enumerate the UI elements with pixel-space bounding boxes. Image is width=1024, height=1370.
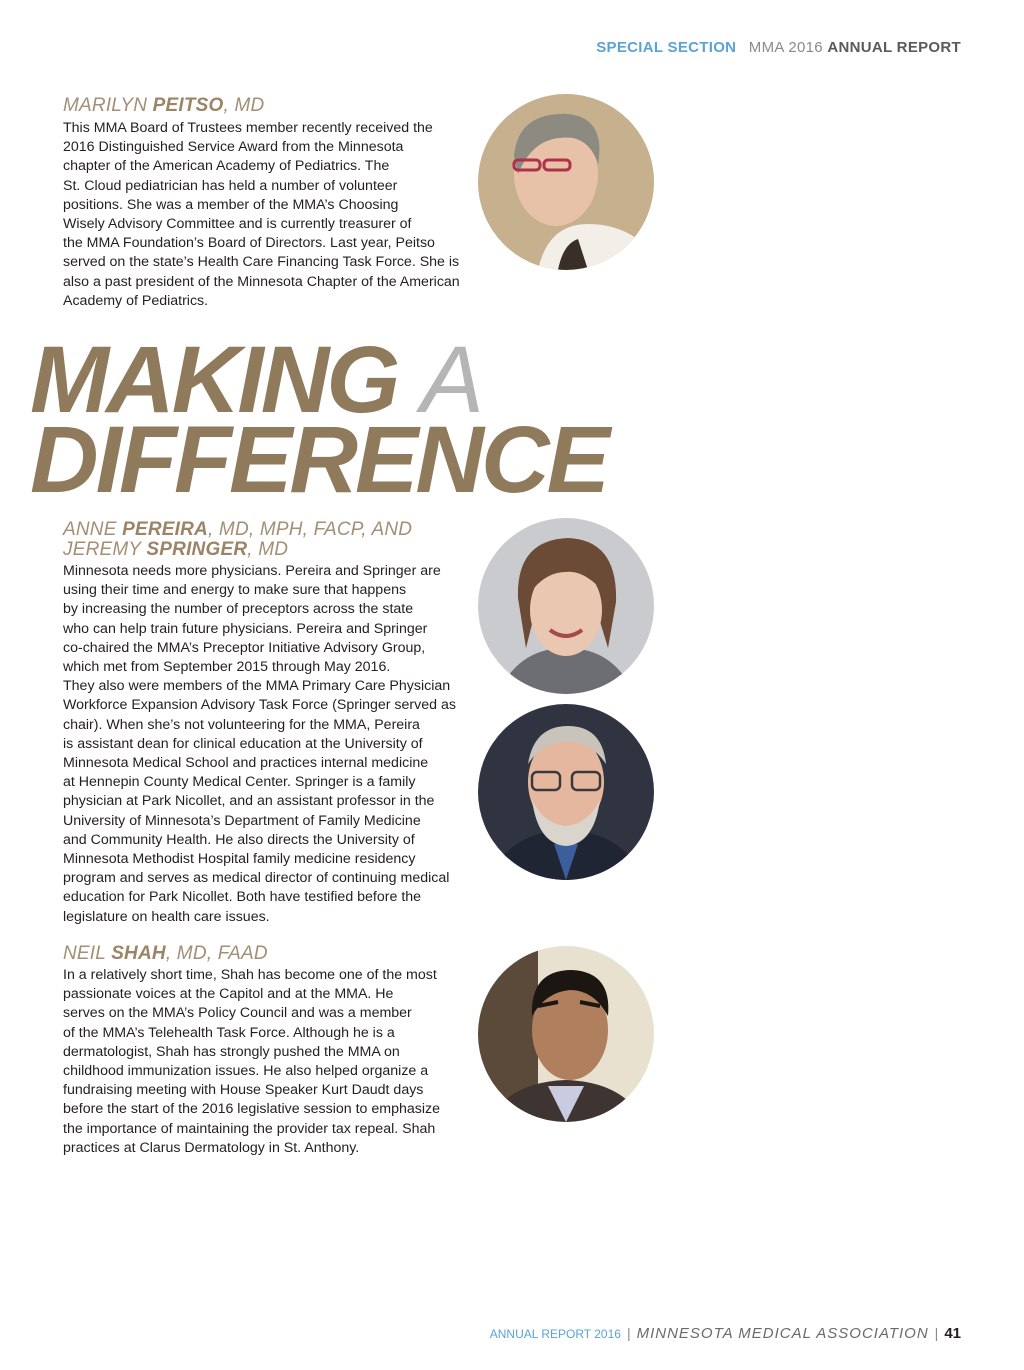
page-number: 41 xyxy=(944,1325,961,1342)
footer-separator: | xyxy=(626,1325,631,1341)
bio-line: chapter of the American Academy of Pediatrics. The xyxy=(63,158,390,175)
footer-separator: | xyxy=(934,1325,939,1341)
annual-report-label: ANNUAL REPORT xyxy=(827,39,961,56)
bio-line: They also were members of the MMA Primary Care Physician xyxy=(63,678,451,695)
photo-peitso xyxy=(478,94,654,270)
headline-difference: DIFFERENCE xyxy=(30,407,607,513)
bio-line: passionate voices at the Capitol and at the MMA. He xyxy=(63,986,394,1003)
headline-making-a: MAKING A xyxy=(30,327,482,433)
bio-line: at Hennepin County Medical Center. Springer is a family xyxy=(63,774,416,791)
bio-line: legislature on health care issues. xyxy=(63,908,270,925)
mma-year-label: MMA 2016 xyxy=(748,39,823,56)
bio-line: physician at Park Nicollet, and an assistant professor in the xyxy=(63,793,435,810)
bio-line: the MMA Foundation’s Board of Directors. Last year, Peitso xyxy=(63,235,435,252)
profile-name-springer: JEREMY SPRINGER, MD xyxy=(63,539,289,560)
bio-line: Workforce Expansion Advisory Task Force (Springer served as xyxy=(63,697,456,714)
bio-line: Minnesota Methodist Hospital family medicine residency xyxy=(63,851,416,868)
bio-line: University of Minnesota’s Department of Family Medicine xyxy=(63,812,421,829)
profile-bio-pereira-springer xyxy=(63,562,456,927)
bio-line: Academy of Pediatrics. xyxy=(63,292,209,309)
footer-organization: MINNESOTA MEDICAL ASSOCIATION xyxy=(636,1325,929,1342)
bio-line: chair). When she’s not volunteering for the MMA, Pereira xyxy=(63,716,420,733)
bio-line: serves on the MMA’s Policy Council and was a member xyxy=(63,1005,412,1022)
bio-line: childhood immunization issues. He also helped organize a xyxy=(63,1063,429,1080)
bio-line: 2016 Distinguished Service Award from the Minnesota xyxy=(63,139,404,156)
bio-line: also a past president of the Minnesota Chapter of the American xyxy=(63,273,460,290)
bio-line: co-chaired the MMA’s Preceptor Initiative Advisory Group, xyxy=(63,639,426,656)
page-footer xyxy=(490,1325,961,1343)
bio-line: which met from September 2015 through May 2016. xyxy=(63,659,391,676)
bio-line: using their time and energy to make sure that happens xyxy=(63,582,407,599)
profile-name-peitso: MARILYN PEITSO, MD xyxy=(63,95,265,116)
bio-line: before the start of the 2016 legislative session to emphasize xyxy=(63,1101,440,1118)
bio-line: education for Park Nicollet. Both have testified before the xyxy=(63,889,422,906)
bio-line: of the MMA’s Telehealth Task Force. Although he is a xyxy=(63,1024,395,1041)
bio-line: Minnesota needs more physicians. Pereira and Springer are xyxy=(63,563,441,579)
bio-line: positions. She was a member of the MMA’s Choosing xyxy=(63,196,399,213)
bio-line: served on the state’s Health Care Financing Task Force. She is xyxy=(63,254,460,271)
photo-springer xyxy=(478,704,654,880)
profile-name-shah: NEIL SHAH, MD, FAAD xyxy=(63,943,268,964)
bio-line: by increasing the number of preceptors across the state xyxy=(63,601,414,618)
bio-line: program and serves as medical director of continuing medical xyxy=(63,870,450,887)
profile-bio-shah xyxy=(63,966,440,1158)
bio-line: St. Cloud pediatrician has held a number of volunteer xyxy=(63,177,398,194)
bio-line: practices at Clarus Dermatology in St. Anthony. xyxy=(63,1139,360,1156)
footer-annual-report: ANNUAL REPORT 2016 xyxy=(489,1327,621,1341)
photo-shah xyxy=(478,946,654,1122)
bio-line: is assistant dean for clinical education at the University of xyxy=(63,735,423,752)
profile-bio-peitso xyxy=(63,119,460,311)
profile-name-pereira: ANNE PEREIRA, MD, MPH, FACP, AND xyxy=(63,519,413,540)
bio-line: In a relatively short time, Shah has become one of the most xyxy=(63,967,437,983)
special-section-label: SPECIAL SECTION xyxy=(596,39,737,56)
bio-line: Wisely Advisory Committee and is currently treasurer of xyxy=(63,216,412,233)
bio-line: dermatologist, Shah has strongly pushed the MMA on xyxy=(63,1043,400,1060)
bio-line: and Community Health. He also directs the University of xyxy=(63,831,415,848)
bio-line: This MMA Board of Trustees member recently received the xyxy=(63,120,433,136)
photo-pereira xyxy=(478,518,654,694)
bio-line: who can help train future physicians. Pereira and Springer xyxy=(63,620,428,637)
bio-line: the importance of maintaining the provider tax repeal. Shah xyxy=(63,1120,436,1137)
bio-line: fundraising meeting with House Speaker Kurt Daudt days xyxy=(63,1082,424,1099)
bio-line: Minnesota Medical School and practices internal medicine xyxy=(63,755,429,772)
running-header xyxy=(596,39,961,56)
